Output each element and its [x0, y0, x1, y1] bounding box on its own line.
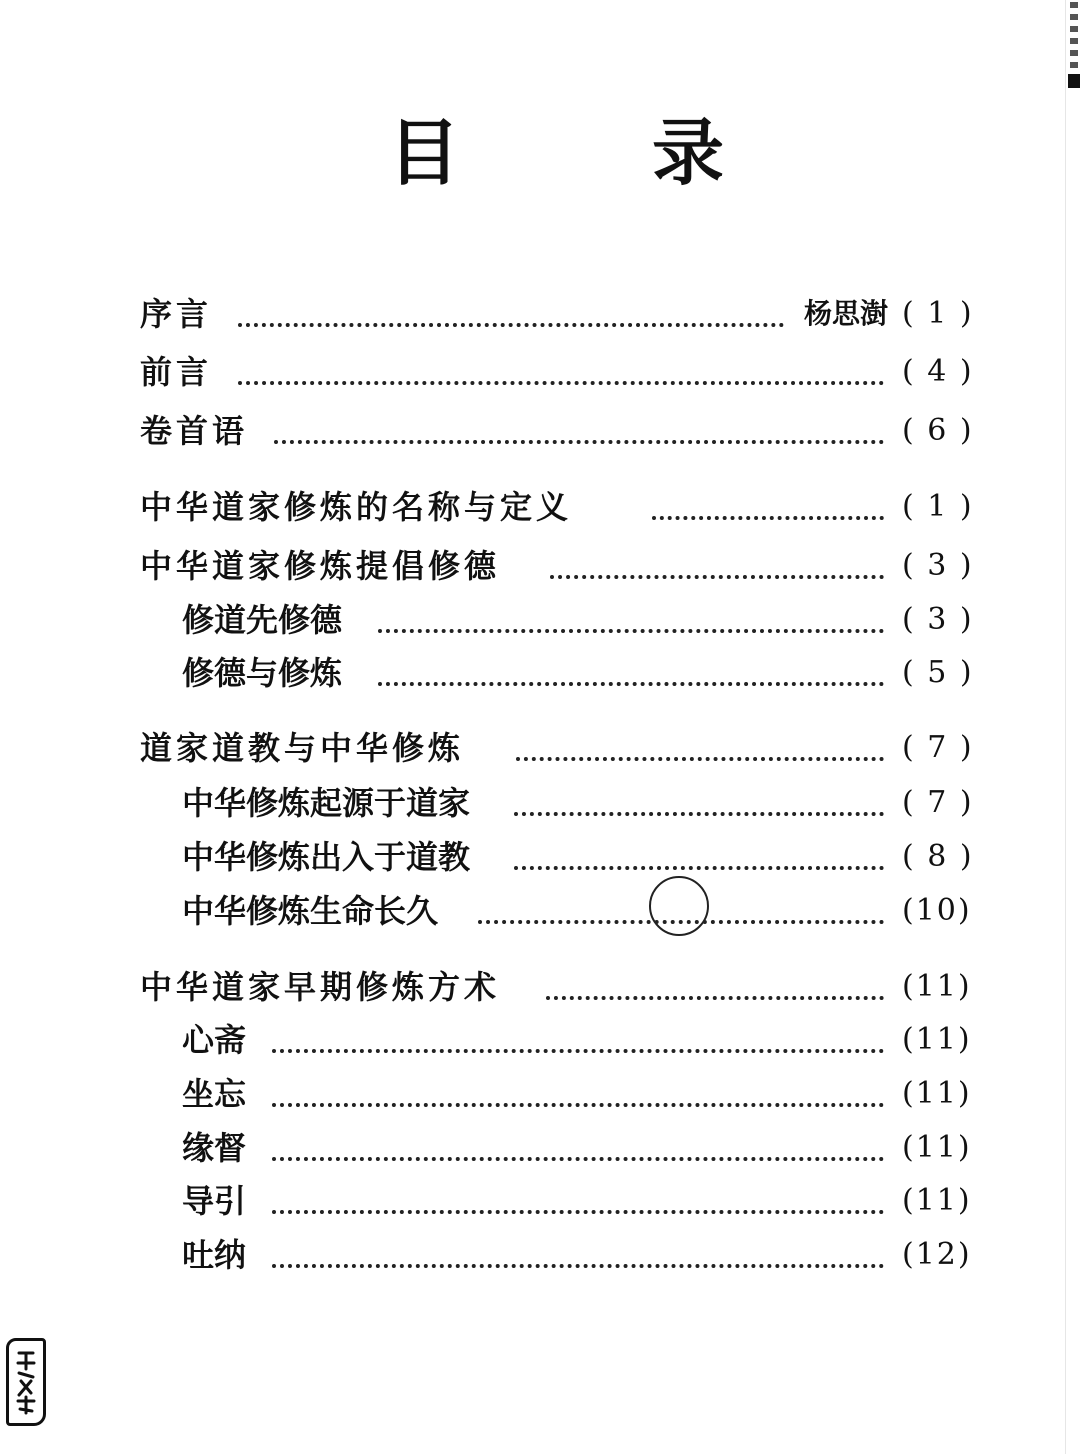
toc-entry-label: 中华道家修炼提倡修德	[140, 547, 501, 585]
dot-leader	[546, 996, 884, 1000]
toc-entry-page: (11)	[902, 1130, 972, 1165]
toc-entry-label: 中华道家修炼的名称与定义	[140, 488, 573, 526]
toc-entry-page: ( 4 )	[902, 354, 974, 389]
pen-circle-annotation	[649, 876, 709, 936]
toc-entry-section[interactable]	[0, 1069, 1080, 1119]
toc-entry-chapter-3[interactable]	[0, 723, 1080, 773]
toc-entry-section[interactable]	[0, 1176, 1080, 1226]
toc-entry-chapter-1[interactable]	[0, 482, 1080, 532]
page-title	[0, 108, 1080, 198]
toc-entry-section[interactable]	[0, 832, 1080, 882]
toc-entry-label: 吐纳	[182, 1236, 247, 1274]
toc-entry-section[interactable]	[0, 648, 1080, 698]
toc-entry-page: (11)	[902, 969, 972, 1004]
toc-entry-page: (11)	[902, 1076, 972, 1111]
toc-entry-label: 导引	[182, 1182, 247, 1220]
toc-entry-page: ( 6 )	[902, 413, 974, 448]
toc-entry-label: 修道先修德	[182, 601, 343, 639]
toc-entry-label: 中华修炼起源于道家	[182, 784, 471, 822]
toc-entry-page: ( 1 )	[902, 296, 974, 331]
toc-entry-page: ( 7 )	[902, 730, 974, 765]
toc-entry-xuyan[interactable]	[0, 289, 1080, 339]
toc-entry-page: (11)	[902, 1183, 972, 1218]
toc-entry-label: 前言	[140, 353, 213, 391]
toc-entry-label: 序言	[140, 295, 213, 333]
title-char-lu: 录	[652, 111, 725, 195]
toc-entry-qianyan[interactable]	[0, 347, 1080, 397]
toc-entry-label: 心斋	[182, 1021, 247, 1059]
dot-leader	[516, 757, 884, 761]
toc-entry-section[interactable]	[0, 1015, 1080, 1065]
toc-entry-label: 中华道家早期修炼方术	[140, 968, 501, 1006]
toc-entry-page: (12)	[902, 1237, 972, 1272]
toc-entry-section[interactable]	[0, 886, 1080, 936]
toc-entry-label: 中华修炼出入于道教	[182, 838, 471, 876]
dot-leader	[378, 682, 884, 686]
title-char-mu: 目	[388, 111, 461, 195]
toc-entry-page: ( 1 )	[902, 489, 974, 524]
corner-mark-icon	[1068, 0, 1080, 90]
dot-leader	[272, 1049, 884, 1053]
dot-leader	[550, 575, 884, 579]
toc-entry-label: 修德与修炼	[182, 654, 343, 692]
toc-entry-page: ( 3 )	[902, 548, 974, 583]
toc-entry-page: (11)	[902, 1022, 972, 1057]
dot-leader	[272, 1210, 884, 1214]
dot-leader	[238, 381, 884, 385]
toc-entry-page: ( 7 )	[902, 785, 974, 820]
toc-entry-section[interactable]	[0, 595, 1080, 645]
dot-leader	[378, 629, 884, 633]
dot-leader	[652, 516, 884, 520]
toc-entry-chapter-4[interactable]	[0, 962, 1080, 1012]
toc-entry-page: (10)	[902, 893, 972, 928]
toc-entry-label: 中华修炼生命长久	[182, 892, 439, 930]
toc-entry-label: 卷首语	[140, 412, 249, 450]
toc-entry-label: 坐忘	[182, 1075, 247, 1113]
toc-entry-juanshouyu[interactable]	[0, 406, 1080, 456]
toc-entry-label: 缘督	[182, 1129, 247, 1167]
seal-stamp-icon	[6, 1338, 46, 1426]
toc-entry-section[interactable]	[0, 778, 1080, 828]
toc-entry-chapter-2[interactable]	[0, 541, 1080, 591]
dot-leader	[238, 323, 784, 327]
dot-leader	[514, 812, 884, 816]
toc-entry-label: 道家道教与中华修炼	[140, 729, 465, 767]
dot-leader	[272, 1264, 884, 1268]
dot-leader	[272, 1157, 884, 1161]
toc-entry-page: ( 5 )	[902, 655, 974, 690]
toc-entry-author: 杨思澍	[804, 297, 889, 330]
dot-leader	[514, 866, 884, 870]
dot-leader	[272, 1103, 884, 1107]
toc-entry-section[interactable]	[0, 1123, 1080, 1173]
toc-entry-page: ( 8 )	[902, 839, 974, 874]
toc-entry-page: ( 3 )	[902, 602, 974, 637]
dot-leader	[274, 440, 884, 444]
toc-entry-section[interactable]	[0, 1230, 1080, 1280]
